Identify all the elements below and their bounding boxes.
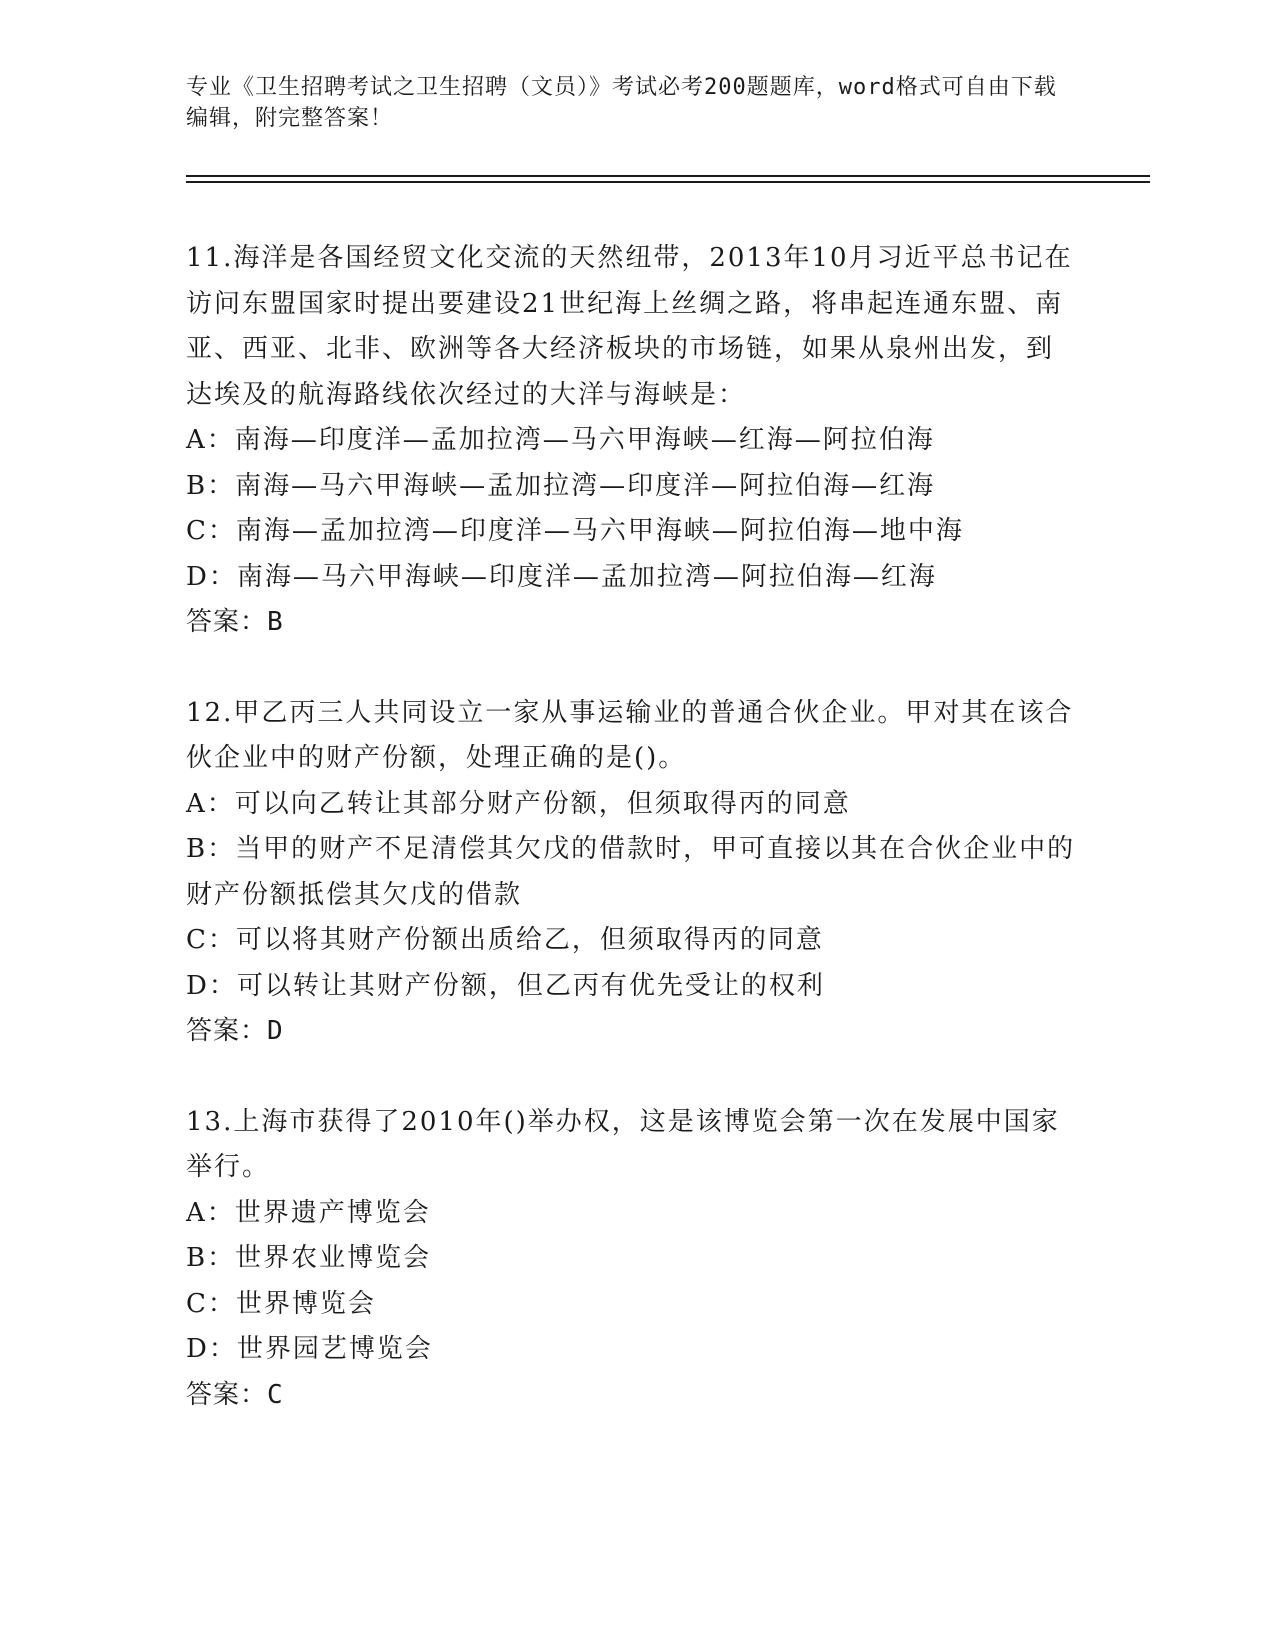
question-text: 12.甲乙丙三人共同设立一家从事运输业的普通合伙企业。甲对其在该合伙企业中的财产份额，处理正确的是()。 bbox=[186, 697, 1074, 773]
header-divider-bottom bbox=[186, 181, 1150, 183]
option-b: B：当甲的财产不足清偿其欠戊的借款时，甲可直接以其在合伙企业中的财产份额抵偿其欠戊的借款 bbox=[186, 834, 1076, 910]
option-a: A：可以向乙转让其部分财产份额，但须取得丙的同意 bbox=[186, 788, 851, 819]
answer: 答案：D bbox=[186, 1016, 284, 1046]
question-11 bbox=[186, 236, 1076, 646]
header-divider-top bbox=[186, 175, 1150, 177]
option-d: D：世界园艺博览会 bbox=[186, 1334, 433, 1364]
option-c: C：可以将其财产份额出质给乙，但须取得丙的同意 bbox=[186, 925, 824, 955]
option-d: D：南海—马六甲海峡—印度洋—孟加拉湾—阿拉伯海—红海 bbox=[186, 561, 937, 592]
document-header: 专业《卫生招聘考试之卫生招聘（文员）》考试必考200题题库，word格式可自由下载编辑，附完整答案！ bbox=[186, 75, 1057, 131]
answer: 答案：C bbox=[186, 1379, 284, 1410]
question-list bbox=[186, 236, 1076, 1463]
question-12 bbox=[186, 691, 1076, 1055]
option-b: B：世界农业博览会 bbox=[186, 1243, 432, 1273]
question-13 bbox=[186, 1100, 1076, 1419]
option-a: A：世界遗产博览会 bbox=[186, 1197, 431, 1228]
option-d: D：可以转让其财产份额，但乙丙有优先受让的权利 bbox=[186, 970, 825, 1001]
option-c: C：南海—孟加拉湾—印度洋—马六甲海峡—阿拉伯海—地中海 bbox=[186, 516, 964, 546]
question-text: 13.上海市获得了2010年()举办权，这是该博览会第一次在发展中国家举行。 bbox=[186, 1106, 1060, 1182]
option-c: C：世界博览会 bbox=[186, 1288, 376, 1319]
option-a: A：南海—印度洋—孟加拉湾—马六甲海峡—红海—阿拉伯海 bbox=[186, 425, 935, 455]
question-text: 11.海洋是各国经贸文化交流的天然纽带，2013年10月习近平总书记在访问东盟国家时提出要建设21世纪海上丝绸之路，将串起连通东盟、南亚、西亚、北非、欧洲等各大经济板块的市场链，如果从泉州出发，到达埃及的航海路线依次经过的大洋与海峡是： bbox=[186, 243, 1073, 410]
answer: 答案：B bbox=[186, 607, 284, 637]
option-b: B：南海—马六甲海峡—孟加拉湾—印度洋—阿拉伯海—红海 bbox=[186, 470, 936, 501]
